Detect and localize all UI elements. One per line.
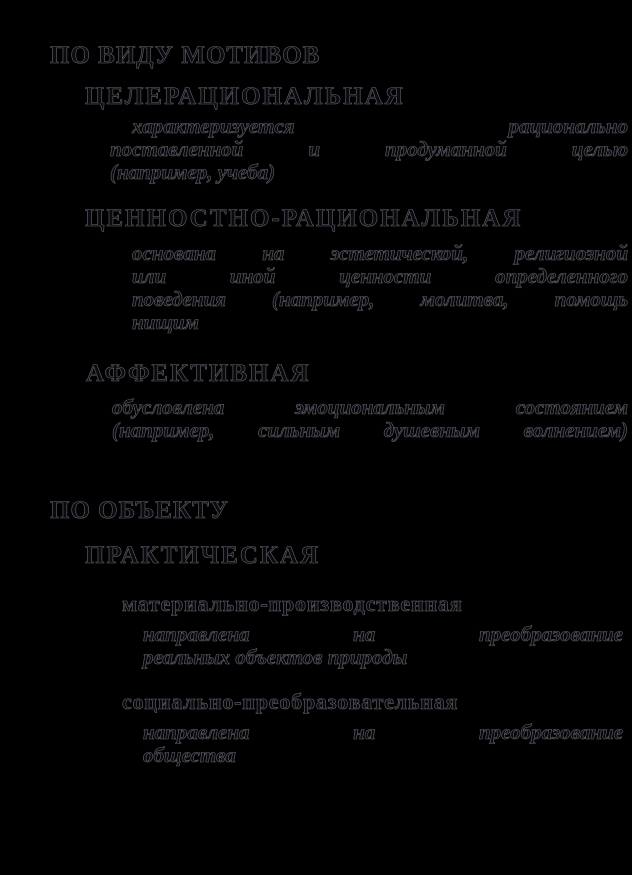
- description-line: поставленной и продуманной целью: [110, 137, 628, 161]
- description-line: нищим: [132, 310, 199, 334]
- description-line: поведения (например, молитва, помощь: [132, 287, 628, 311]
- description-line: направлена на преобразование: [143, 720, 623, 744]
- description-tselerationalnaya: [110, 115, 628, 184]
- heading-affektivnaya: АФФЕКТИВНАЯ: [86, 360, 311, 387]
- description-affektivnaya: [112, 396, 628, 442]
- description-sotsialno-preobrazovatelnaya: [143, 721, 623, 767]
- description-line: (например, сильным душевным волнением): [112, 418, 628, 442]
- group-title-by-object: ПО ОБЪЕКТУ: [50, 497, 230, 524]
- heading-prakticheskaya: ПРАКТИЧЕСКАЯ: [85, 542, 321, 569]
- heading-tselerationalnaya: ЦЕЛЕРАЦИОНАЛЬНАЯ: [85, 83, 405, 110]
- subitem-materialno-proizvodstvennaya: материально-производственная: [122, 591, 463, 616]
- description-tsennostno-ratsionalnaya: [132, 242, 628, 334]
- description-line: общества: [143, 743, 236, 767]
- description-line: характеризуется рационально: [132, 114, 628, 138]
- subitem-sotsialno-preobrazovatelnaya: социально-преобразовательная: [122, 689, 459, 714]
- description-line: реальных объектов природы: [143, 645, 408, 669]
- description-line: обусловлена эмоциональным состоянием: [112, 395, 628, 419]
- group-title-by-motive: ПО ВИДУ МОТИВОВ: [50, 42, 321, 69]
- heading-tsennostno-ratsionalnaya: ЦЕННОСТНО-РАЦИОНАЛЬНАЯ: [85, 205, 523, 232]
- description-line: (например, учеба): [110, 160, 276, 184]
- description-line: основана на эстетической, религиозной: [132, 241, 628, 265]
- description-line: или иной ценности определенного: [132, 264, 628, 288]
- description-line: направлена на преобразование: [143, 622, 623, 646]
- description-materialno-proizvodstvennaya: [143, 623, 623, 669]
